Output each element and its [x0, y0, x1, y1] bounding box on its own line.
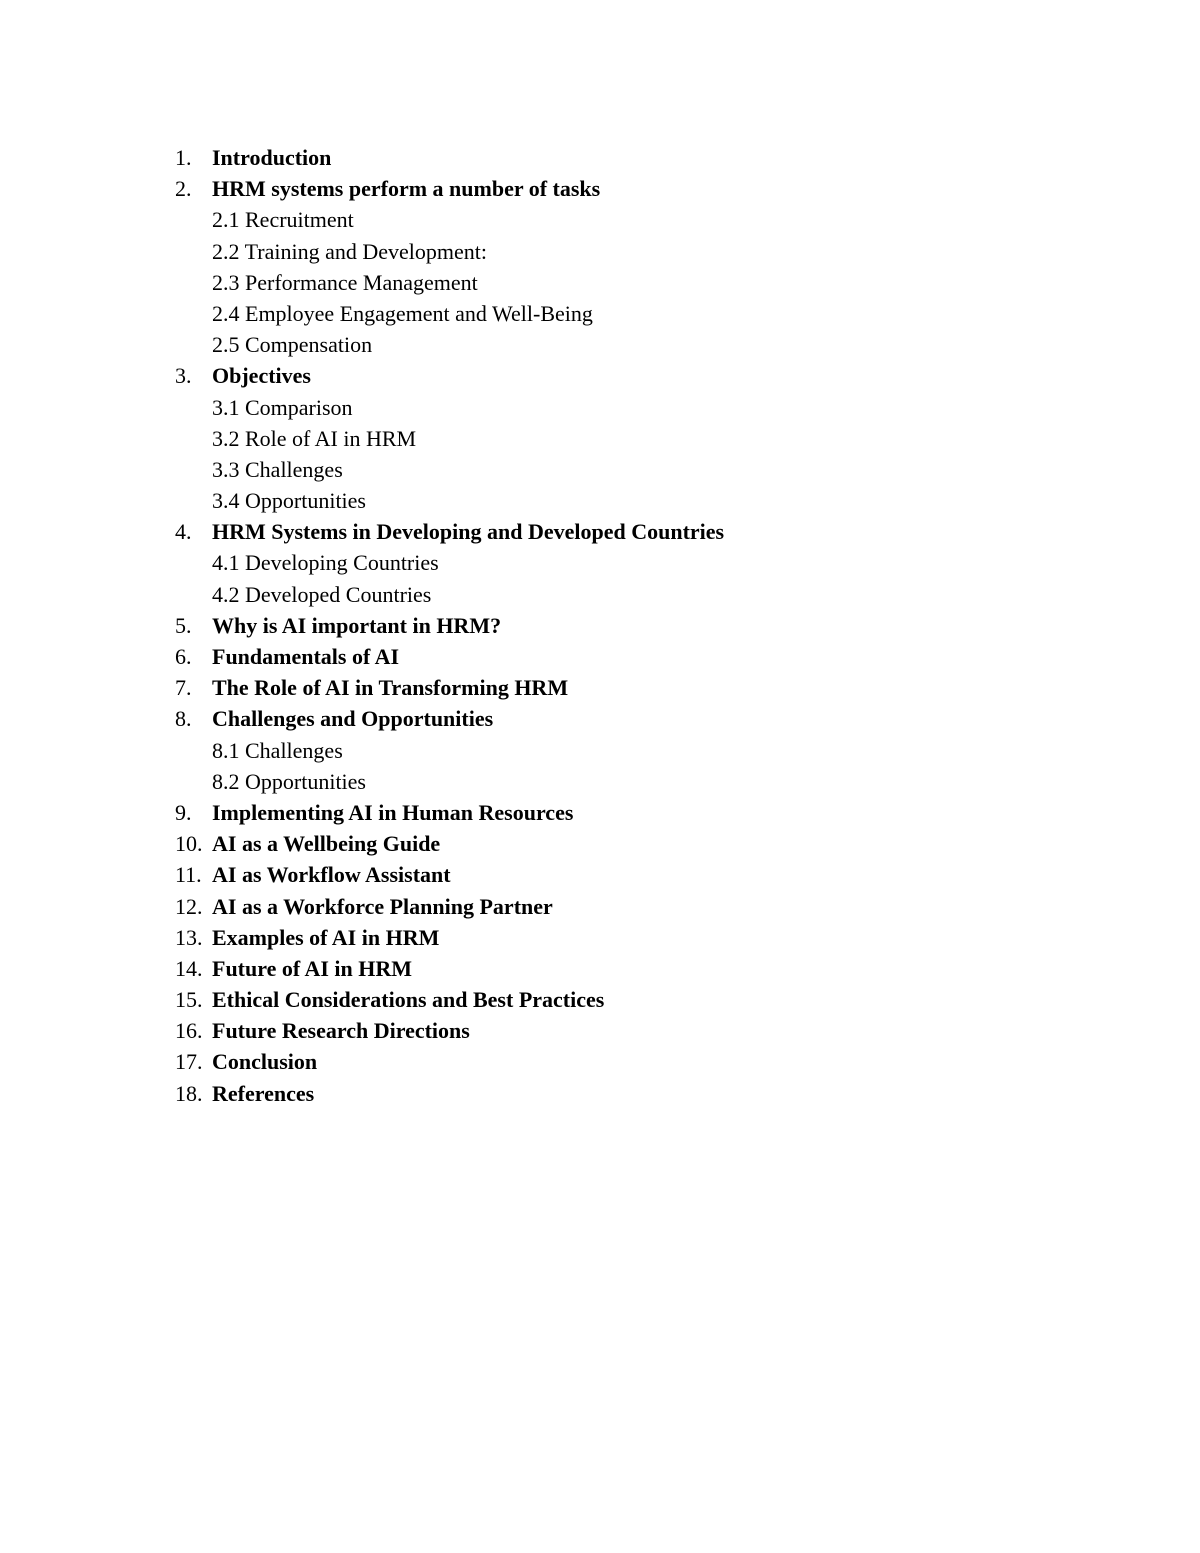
toc-entry — [175, 1046, 1075, 1077]
toc-entry-title: Implementing AI in Human Resources — [212, 799, 574, 825]
toc-entry-number: 9. — [175, 799, 192, 825]
toc-entry-title: Fundamentals of AI — [212, 644, 400, 669]
toc-entry — [175, 797, 1075, 828]
toc-entry — [175, 953, 1075, 984]
toc-entry — [175, 828, 1075, 859]
toc-entry-title: Future Research Directions — [212, 1018, 470, 1044]
toc-entry-title: Introduction — [212, 145, 332, 170]
toc-entry-title: HRM systems perform a number of tasks — [212, 176, 601, 202]
toc-entry-title: AI as Workflow Assistant — [212, 862, 451, 888]
toc-entry-number: 8. — [175, 706, 192, 732]
toc-entry-number: 11. — [175, 862, 202, 888]
toc-entry — [175, 641, 1075, 672]
toc-entry-title: References — [212, 1080, 315, 1106]
toc-subentry: 2.1 Recruitment — [212, 207, 354, 233]
toc-entry-number: 12. — [175, 893, 203, 919]
toc-entry — [175, 984, 1075, 1015]
toc-entry-title: Ethical Considerations and Best Practices — [212, 987, 605, 1013]
toc-entry-title: Challenges and Opportunities — [212, 706, 494, 732]
toc-subentry: 3.1 Comparison — [212, 394, 353, 420]
toc-entry — [175, 142, 1075, 173]
toc-entry — [175, 891, 1075, 922]
toc-entry-title: Conclusion — [212, 1049, 318, 1075]
toc-subentry: 2.5 Compensation — [212, 332, 373, 358]
toc-subentry: 3.3 Challenges — [212, 456, 343, 482]
toc-entry — [175, 173, 1075, 204]
toc-entry — [175, 1015, 1075, 1046]
toc-entry — [175, 516, 1075, 547]
toc-entry-number: 7. — [175, 675, 192, 701]
toc-entry — [175, 672, 1075, 703]
toc-entry-number: 10. — [175, 831, 203, 857]
toc-entry-number: 2. — [175, 176, 192, 202]
toc-entry-title: The Role of AI in Transforming HRM — [212, 675, 569, 701]
toc-entry-number: 16. — [175, 1018, 203, 1044]
toc-entry — [175, 922, 1075, 953]
toc-entry-title: Why is AI important in HRM? — [212, 612, 502, 638]
toc-entry-number: 18. — [175, 1080, 203, 1106]
toc-entry-title: Examples of AI in HRM — [212, 924, 440, 950]
toc-subentry: 3.4 Opportunities — [212, 488, 366, 514]
toc-subentry: 4.1 Developing Countries — [212, 550, 439, 576]
toc-subentry: 4.2 Developed Countries — [212, 581, 432, 607]
toc-entry-title: HRM Systems in Developing and Developed Countries — [212, 519, 725, 545]
toc-entry-number: 6. — [175, 644, 192, 669]
toc-entry-title: Future of AI in HRM — [212, 955, 413, 981]
toc-entry-title: Objectives — [212, 363, 311, 389]
toc-entry-number: 17. — [175, 1049, 203, 1075]
toc-subentry: 8.2 Opportunities — [212, 768, 366, 794]
toc-subentry: 2.3 Performance Management — [212, 269, 478, 295]
toc-entry-number: 1. — [175, 145, 192, 170]
toc-subentry: 3.2 Role of AI in HRM — [212, 425, 417, 451]
toc-entry-number: 15. — [175, 987, 203, 1013]
toc-entry-number: 4. — [175, 519, 192, 545]
toc-entry — [175, 703, 1075, 734]
toc-entry-number: 14. — [175, 955, 203, 981]
toc-entry-title: AI as a Workforce Planning Partner — [212, 893, 553, 919]
toc-entry-number: 5. — [175, 612, 192, 638]
toc-entry — [175, 610, 1075, 641]
toc-entry — [175, 859, 1075, 890]
toc-entry-number: 3. — [175, 363, 192, 389]
toc-subentry: 8.1 Challenges — [212, 737, 343, 763]
toc-entry-title: AI as a Wellbeing Guide — [212, 831, 441, 857]
toc-subentry: 2.2 Training and Development: — [212, 238, 487, 264]
toc-entry-number: 13. — [175, 924, 203, 950]
toc-subentry: 2.4 Employee Engagement and Well-Being — [212, 300, 593, 326]
toc-entry — [175, 1078, 1075, 1109]
table-of-contents — [175, 142, 1075, 1109]
toc-entry — [175, 360, 1075, 391]
